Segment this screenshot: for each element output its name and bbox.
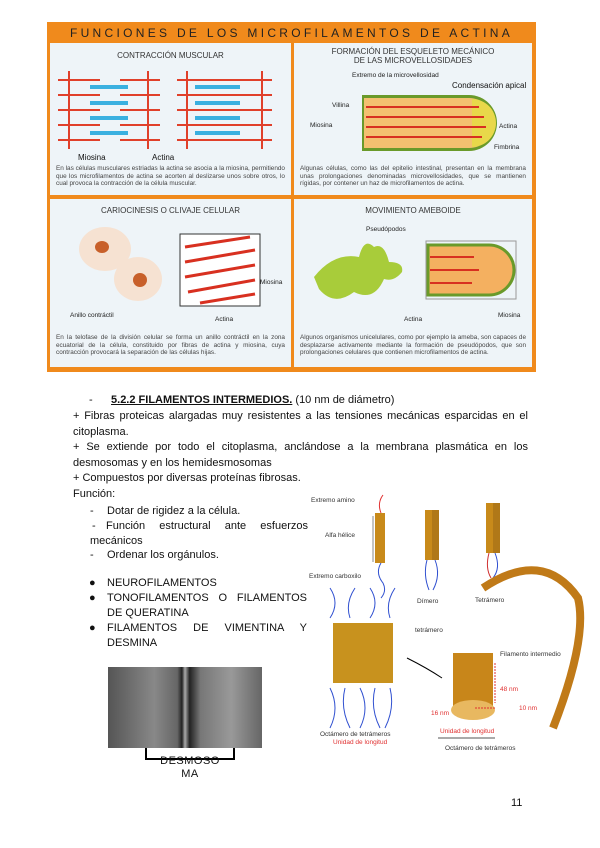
panel-microvilli xyxy=(294,43,532,195)
label-extremo-amino: Extremo amino xyxy=(311,497,355,504)
panel-title: FORMACIÓN DEL ESQUELETO MECÁNICO xyxy=(331,47,495,56)
label-octamero-2: Octámero de tetrámeros xyxy=(445,745,516,752)
panel-muscle-contraction xyxy=(50,43,291,195)
label-miosina: Miosina xyxy=(498,312,521,319)
label-fimbrina: Fimbrina xyxy=(494,144,520,151)
section-heading xyxy=(89,393,529,409)
page-number: 11 xyxy=(511,797,523,809)
label-unidad: Unidad de longitud xyxy=(333,739,388,746)
heading-note: (10 nm de diámetro) xyxy=(292,394,395,406)
funcion-item: Dotar de rigidez a la célula. xyxy=(107,505,241,517)
label-miosina: Miosina xyxy=(78,153,106,162)
label-alfa-helice: Alfa hélice xyxy=(325,532,355,539)
label-condensacion: Condensación apical xyxy=(452,81,527,90)
label-pseudopodos: Pseudópodos xyxy=(366,226,406,233)
actin-functions-figure xyxy=(47,22,536,372)
label-tetramero-2: tetrámero xyxy=(415,627,443,634)
label-extremo-carboxilo: Extremo carboxilo xyxy=(309,573,362,580)
list-dash: - xyxy=(92,520,96,532)
panel-cytokinesis xyxy=(50,199,291,367)
label-filamento-intermedio: Filamento intermedio xyxy=(500,651,561,658)
label-actina: Actina xyxy=(215,316,234,323)
tipo-item: NEUROFILAMENTOS xyxy=(107,577,217,589)
desmosome-label-line1: DESMOSO xyxy=(160,755,220,767)
sarcomere-diagram xyxy=(50,63,291,163)
figure-title: FUNCIONES DE LOS MICROFILAMENTOS DE ACTINA xyxy=(69,26,514,40)
label-miosina: Miosina xyxy=(310,122,333,129)
label-octamero: Octámero de tetrámeros xyxy=(320,731,391,738)
funcion-item: Función estructural ante esfuerzos mecánicos xyxy=(90,520,308,547)
panel-title: MOVIMIENTO AMEBOIDE xyxy=(365,206,461,215)
label-actina: Actina xyxy=(404,316,423,323)
tipo-item: FILAMENTOS DE VIMENTINA Y DESMINA xyxy=(107,622,307,649)
microvillus-diagram xyxy=(294,67,532,167)
label-villina: Villina xyxy=(332,102,350,109)
desmosome-label-line2: MA xyxy=(181,768,199,780)
label-16nm: 16 nm xyxy=(431,710,450,717)
panel-description: Algunas células, como las del epitelio intestinal, presentan en la membrana unas prolongaciones denominadas microvellosidades, que se mantienen rígidas, por contener un haz de microfilamentos de actina. xyxy=(300,165,526,188)
list-dash: - xyxy=(90,505,94,517)
label-actina: Actina xyxy=(499,123,518,130)
funcion-label: Función: xyxy=(73,488,116,500)
desmosome-label xyxy=(150,755,230,781)
amoeba-diagram xyxy=(294,217,532,332)
label-dimero: Dímero xyxy=(417,598,439,605)
list-dash: - xyxy=(90,549,94,561)
panel-title-line2: DE LAS MICROVELLOSIDADES xyxy=(353,56,473,65)
heading-dash: - xyxy=(89,394,93,406)
intermediate-filament-diagram xyxy=(305,488,585,783)
label-anillo: Anillo contráctil xyxy=(70,312,114,319)
panel-description: En las células musculares estriadas la actina se asocia a la miosina, permitiendo que los microfilamentos de actina se acorten al deslizarse unos sobre otros, lo cual provoca la contracción de la célula muscular. xyxy=(56,165,285,188)
panel-amoeboid xyxy=(294,199,532,367)
paragraph-3: + Compuestos por diversas proteínas fibrosas. xyxy=(73,472,301,484)
heading-title: 5.2.2 FILAMENTOS INTERMEDIOS. xyxy=(111,394,293,406)
label-10nm: 10 nm xyxy=(519,705,538,712)
label-48nm: 48 nm xyxy=(500,686,519,693)
panel-title: CONTRACCIÓN MUSCULAR xyxy=(117,51,224,60)
label-extremo: Extremo de la microvellosidad xyxy=(352,72,439,79)
label-actina: Actina xyxy=(152,153,175,162)
bullet-icon: ● xyxy=(89,592,96,604)
tipo-item: TONOFILAMENTOS O FILAMENTOS DE QUERATINA xyxy=(107,592,307,619)
panel-description: Algunos organismos unicelulares, como por ejemplo la ameba, son capaces de desplazarse activamente mediante la formación de pseudópodos, que son prolongaciones celulares que contienen microfilamentos de actina. xyxy=(300,334,526,357)
panel-description: En la telofase de la división celular se forma un anillo contráctil en la zona ecuatorial de la célula, constituido por fibras de actina y miosina, cuya contracción provocará la separación de las células hijas. xyxy=(56,334,285,357)
cytokinesis-diagram xyxy=(50,217,291,332)
paragraph-1: + Fibras proteicas alargadas muy resistentes a las tensiones mecánicas esparcidas en el citoplasma. xyxy=(73,410,528,438)
bullet-icon: ● xyxy=(89,577,96,589)
label-tetramero: Tetrámero xyxy=(475,597,505,604)
desmosome-micrograph xyxy=(108,667,262,748)
label-miosina: Miosina xyxy=(260,279,283,286)
label-unidad-2: Unidad de longitud xyxy=(440,728,495,735)
panel-title: CARIOCINESIS O CLIVAJE CELULAR xyxy=(101,206,240,215)
bullet-icon: ● xyxy=(89,622,96,634)
paragraph-2: + Se extiende por todo el citoplasma, anclándose a la membrana plasmática en los desmosomas y en los hemidesmosomas xyxy=(73,441,528,469)
funcion-item: Ordenar los orgánulos. xyxy=(107,549,219,561)
